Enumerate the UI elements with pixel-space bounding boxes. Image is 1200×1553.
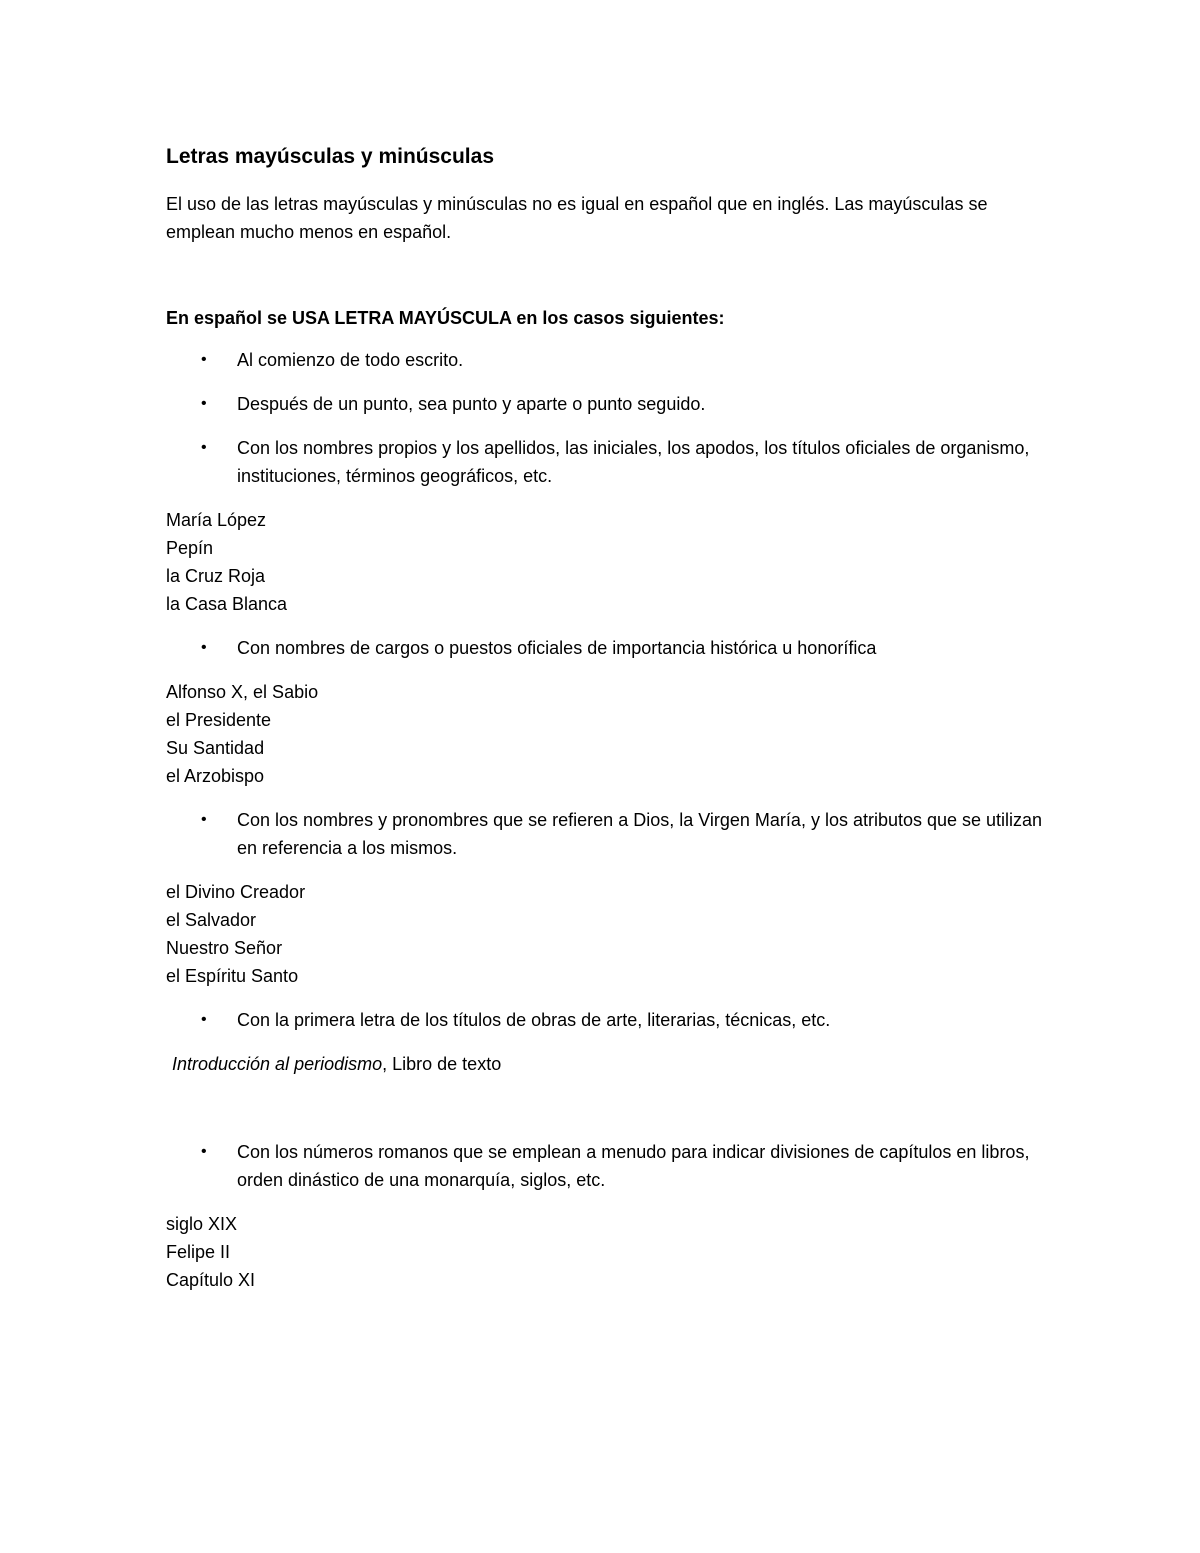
bullet-text: Después de un punto, sea punto y aparte o punto seguido. <box>237 394 706 414</box>
bullet-icon: • <box>201 1143 207 1160</box>
example-line: siglo XIX <box>166 1214 238 1234</box>
document-body <box>166 140 1046 1310</box>
example-line: el Presidente <box>166 710 272 730</box>
bullet-item <box>166 634 1046 662</box>
bullet-icon: • <box>201 1011 207 1028</box>
example-line: el Espíritu Santo <box>166 966 299 986</box>
bullet-item <box>166 390 1046 418</box>
examples-religious <box>166 878 1046 990</box>
bullet-icon: • <box>201 439 207 456</box>
example-rest: , Libro de texto <box>382 1054 502 1074</box>
example-line: María López <box>166 510 267 530</box>
example-line: el Salvador <box>166 910 257 930</box>
bullet-icon: • <box>201 811 207 828</box>
example-line: Capítulo XI <box>166 1270 256 1290</box>
examples-roman-numerals <box>166 1210 1046 1294</box>
example-line: Su Santidad <box>166 738 265 758</box>
bullet-text: Con la primera letra de los títulos de obras de arte, literarias, técnicas, etc. <box>237 1010 831 1030</box>
spacer <box>166 1094 1046 1138</box>
spacer <box>166 246 1046 304</box>
example-line: Alfonso X, el Sabio <box>166 682 319 702</box>
rules-subheading: En español se USA LETRA MAYÚSCULA en los casos siguientes: <box>166 308 725 328</box>
bullet-item <box>166 434 1046 490</box>
example-italic-title: Introducción al periodismo <box>172 1054 383 1074</box>
bullet-text: Con nombres de cargos o puestos oficiales de importancia histórica u honorífica <box>237 638 877 658</box>
intro-paragraph: El uso de las letras mayúsculas y minúsculas no es igual en español que en inglés. Las mayúsculas se emplean mucho menos en español. <box>166 194 988 242</box>
bullet-item <box>166 346 1046 374</box>
bullet-text: Con los números romanos que se emplean a menudo para indicar divisiones de capítulos en libros, orden dinástico de una monarquía, siglos, etc. <box>237 1142 1030 1190</box>
examples-proper-names <box>166 506 1046 618</box>
example-line: Felipe II <box>166 1242 231 1262</box>
bullet-icon: • <box>201 639 207 656</box>
example-line: el Divino Creador <box>166 882 306 902</box>
example-line: el Arzobispo <box>166 766 265 786</box>
bullet-text: Con los nombres propios y los apellidos, las iniciales, los apodos, los títulos oficiales de organismo, instituciones, términos geográficos, etc. <box>237 438 1030 486</box>
bullet-text: Al comienzo de todo escrito. <box>237 350 464 370</box>
examples-official-titles <box>166 678 1046 790</box>
example-line: Pepín <box>166 538 214 558</box>
bullet-icon: • <box>201 351 207 368</box>
bullet-item <box>166 1138 1046 1194</box>
bullet-icon: • <box>201 395 207 412</box>
example-line: Nuestro Señor <box>166 938 283 958</box>
example-line: la Cruz Roja <box>166 566 266 586</box>
bullet-item <box>166 806 1046 862</box>
example-work-title <box>166 1050 1046 1078</box>
document-title: Letras mayúsculas y minúsculas <box>166 145 494 168</box>
example-line: la Casa Blanca <box>166 594 288 614</box>
bullet-item <box>166 1006 1046 1034</box>
bullet-text: Con los nombres y pronombres que se refieren a Dios, la Virgen María, y los atributos que se utilizan en referencia a los mismos. <box>237 810 1043 858</box>
